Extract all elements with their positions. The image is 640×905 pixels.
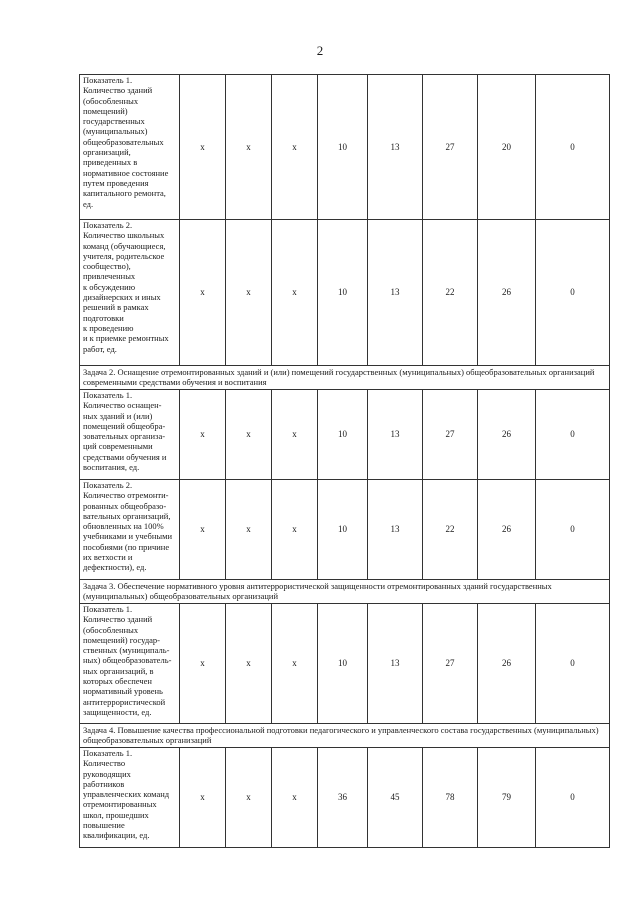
indicator-value: x	[226, 604, 272, 724]
indicator-value: x	[272, 604, 318, 724]
indicator-value: 13	[368, 75, 423, 220]
indicator-value: 10	[318, 75, 368, 220]
task-row	[80, 724, 610, 748]
indicator-value: 0	[536, 75, 610, 220]
indicator-value: 79	[478, 748, 536, 848]
indicator-value: 27	[423, 604, 478, 724]
indicator-value: 0	[536, 390, 610, 480]
indicator-row	[80, 75, 610, 220]
indicator-value: x	[226, 220, 272, 366]
indicator-value: 10	[318, 480, 368, 580]
indicator-value: x	[226, 75, 272, 220]
indicator-value: x	[272, 480, 318, 580]
indicator-value: x	[180, 390, 226, 480]
indicator-row	[80, 220, 610, 366]
indicator-value: 26	[478, 604, 536, 724]
task-heading: Задача 4. Повышение качества профессиональной подготовки педагогического и управленческого состава государственных (муниципальных) общеобразовательных организаций	[80, 724, 610, 748]
indicator-value: 27	[423, 75, 478, 220]
page-number: 2	[316, 43, 324, 58]
indicator-value: 13	[368, 220, 423, 366]
indicator-value: x	[180, 480, 226, 580]
indicator-value: x	[272, 390, 318, 480]
indicator-label: Показатель 1. Количество руководящих работников управленческих команд отремонтированных школ, прошедших повышение квалификации, ед.	[80, 748, 180, 848]
indicator-value: x	[272, 748, 318, 848]
indicator-value: 26	[478, 220, 536, 366]
indicator-label: Показатель 1. Количество оснащен- ных зданий и (или) помещений общеобра- зовательных организа- ций современными средствами обучения и воспитания, ед.	[80, 390, 180, 480]
indicator-value: 0	[536, 480, 610, 580]
indicator-row	[80, 480, 610, 580]
indicator-value: 45	[368, 748, 423, 848]
indicator-value: 0	[536, 220, 610, 366]
indicator-label: Показатель 2. Количество школьных команд (обучающиеся, учителя, родительское сообщество), привлеченных к обсуждению дизайнерских и иных решений в рамках подготовки к проведению и к приемке ремонтных работ, ед.	[80, 220, 180, 366]
indicator-value: 0	[536, 748, 610, 848]
indicator-value: 22	[423, 480, 478, 580]
indicator-value: x	[226, 748, 272, 848]
indicator-value: x	[180, 75, 226, 220]
indicator-value: x	[226, 480, 272, 580]
task-row	[80, 366, 610, 390]
indicator-value: 26	[478, 390, 536, 480]
indicator-label: Показатель 1. Количество зданий (обособленных помещений) государ- ственных (муниципаль- ных) общеобразователь- ных организаций, в которых обеспечен нормативный уровень антитеррористической защищенности, ед.	[80, 604, 180, 724]
indicator-label: Показатель 2. Количество отремонти- рованных общеобразо- вательных организаций, обновленных на 100% учебниками и учебными пособиями (по причине их ветхости и дефектности), ед.	[80, 480, 180, 580]
indicator-value: 10	[318, 604, 368, 724]
task-row	[80, 580, 610, 604]
indicator-value: 0	[536, 604, 610, 724]
indicator-value: 10	[318, 220, 368, 366]
indicator-value: x	[226, 390, 272, 480]
task-heading: Задача 2. Оснащение отремонтированных зданий и (или) помещений государственных (муниципальных) общеобразовательных организаций современными средствами обучения и воспитания	[80, 366, 610, 390]
indicator-value: 27	[423, 390, 478, 480]
indicators-table	[79, 74, 610, 848]
indicator-value: 78	[423, 748, 478, 848]
indicator-value: 10	[318, 390, 368, 480]
indicator-value: 13	[368, 390, 423, 480]
indicator-value: 36	[318, 748, 368, 848]
indicator-value: x	[180, 748, 226, 848]
indicator-row	[80, 390, 610, 480]
task-heading: Задача 3. Обеспечение нормативного уровня антитеррористической защищенности отремонтированных зданий государственных (муниципальных) общеобразовательных организаций	[80, 580, 610, 604]
indicator-value: 26	[478, 480, 536, 580]
indicator-value: 13	[368, 604, 423, 724]
indicator-value: x	[180, 220, 226, 366]
indicator-value: x	[272, 220, 318, 366]
indicator-label: Показатель 1. Количество зданий (обособленных помещений) государственных (муниципальных) общеобразовательных организаций, приведенных в нормативное состояние путем проведения капитального ремонта, ед.	[80, 75, 180, 220]
indicator-value: 20	[478, 75, 536, 220]
indicator-value: x	[180, 604, 226, 724]
indicator-row	[80, 604, 610, 724]
indicator-row	[80, 748, 610, 848]
indicator-value: x	[272, 75, 318, 220]
indicator-value: 22	[423, 220, 478, 366]
indicator-value: 13	[368, 480, 423, 580]
